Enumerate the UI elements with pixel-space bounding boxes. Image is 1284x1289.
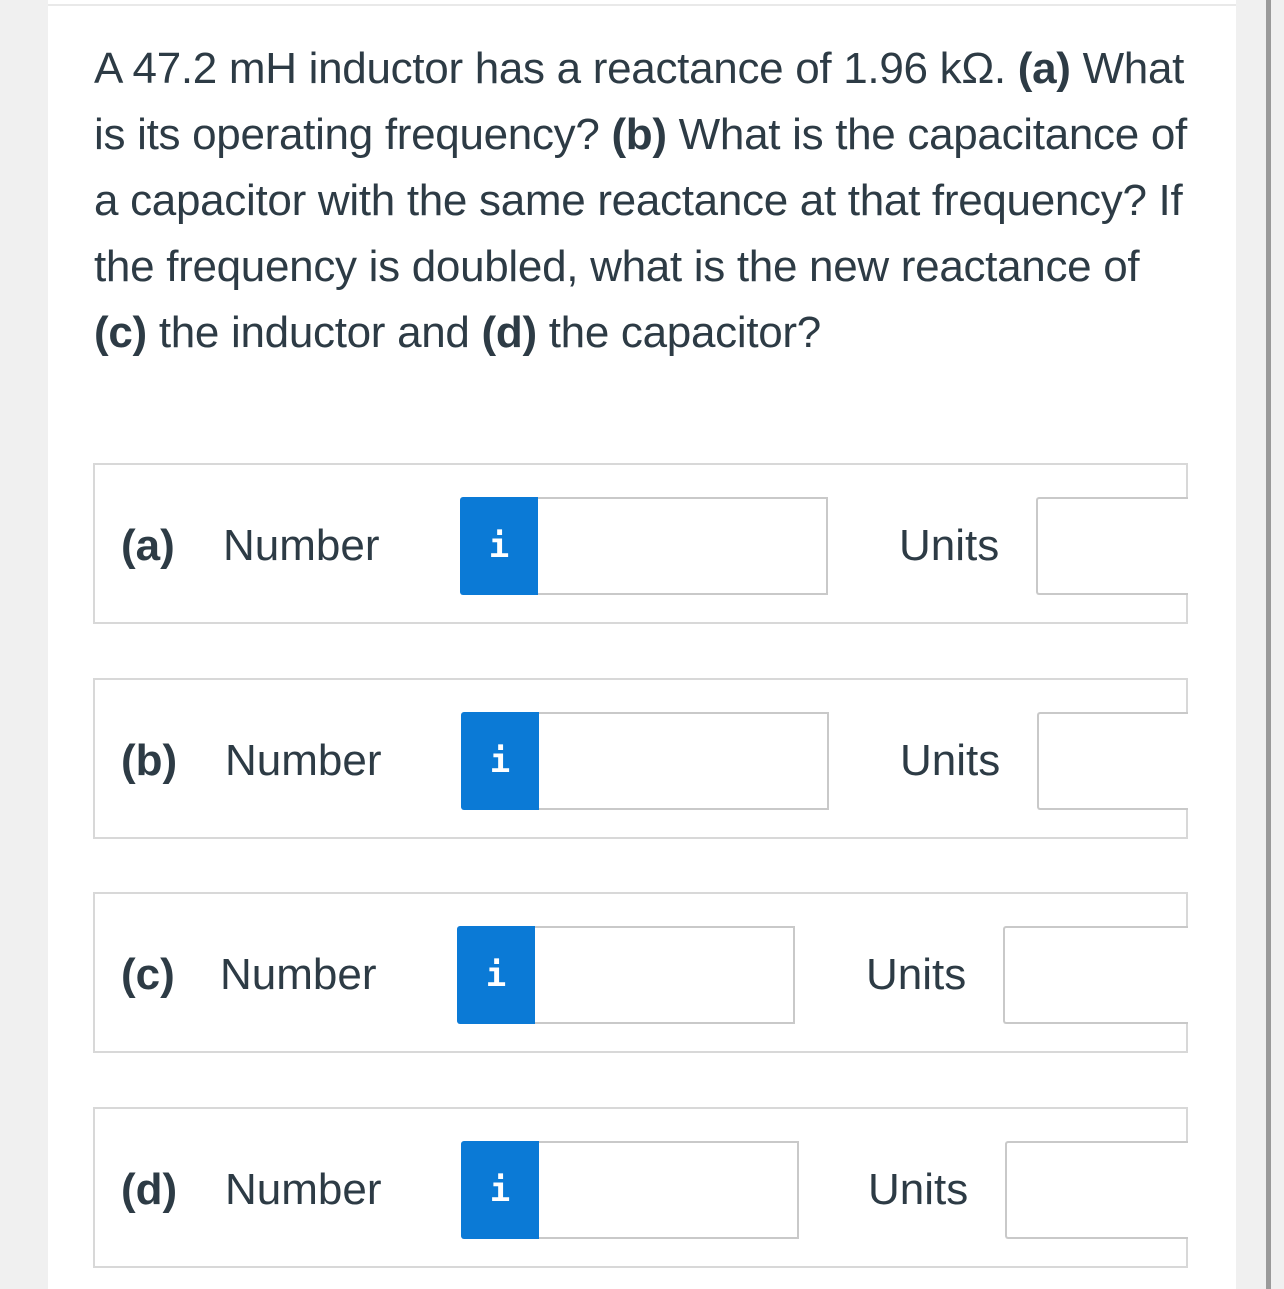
units-select-c[interactable] [1003,926,1188,1024]
units-select-d[interactable] [1005,1141,1188,1239]
answer-row-c [93,892,1188,1053]
question-part-a-text: What is its operating frequency? [94,44,1185,159]
info-icon-b[interactable]: i [461,712,539,810]
question-part-b-marker: (b) [611,110,667,159]
units-select-b[interactable] [1037,712,1188,810]
number-input-a[interactable] [538,497,828,595]
question-part-c-marker: (c) [94,308,147,357]
question-part-a-marker: (a) [1017,44,1071,93]
answer-row-b [93,678,1188,839]
units-label-d: Units [868,1165,969,1214]
question-part-d-text: the capacitor? [536,308,821,357]
units-label-a: Units [899,521,1000,570]
top-divider [48,4,1236,6]
answer-row-a [93,463,1188,624]
part-label-a: (a) [121,521,175,570]
number-label-a: Number [223,521,380,570]
answer-row-d [93,1107,1188,1268]
question-part-c-text: the inductor and [146,308,482,357]
number-input-d[interactable] [539,1141,799,1239]
number-input-c[interactable] [535,926,795,1024]
units-select-a[interactable] [1036,497,1188,595]
units-label-c: Units [866,950,967,999]
units-label-b: Units [900,736,1001,785]
question-intro: A 47.2 mH inductor has a reactance of 1.96 kΩ. [94,44,1018,93]
info-icon-c[interactable]: i [457,926,535,1024]
question-part-b-text: What is the capacitance of a capacitor with the same reactance at that frequency? If the frequency is doubled, what is the new reactance of [94,110,1187,291]
number-label-c: Number [220,950,377,999]
question-text [94,36,1194,366]
part-label-d: (d) [121,1165,178,1214]
number-label-b: Number [225,736,382,785]
info-icon-a[interactable]: i [460,497,538,595]
part-label-b: (b) [121,736,178,785]
part-label-c: (c) [121,950,175,999]
number-input-b[interactable] [539,712,829,810]
number-label-d: Number [225,1165,382,1214]
info-icon-d[interactable]: i [461,1141,539,1239]
question-part-d-marker: (d) [481,308,537,357]
scrollbar[interactable] [1266,0,1271,1289]
